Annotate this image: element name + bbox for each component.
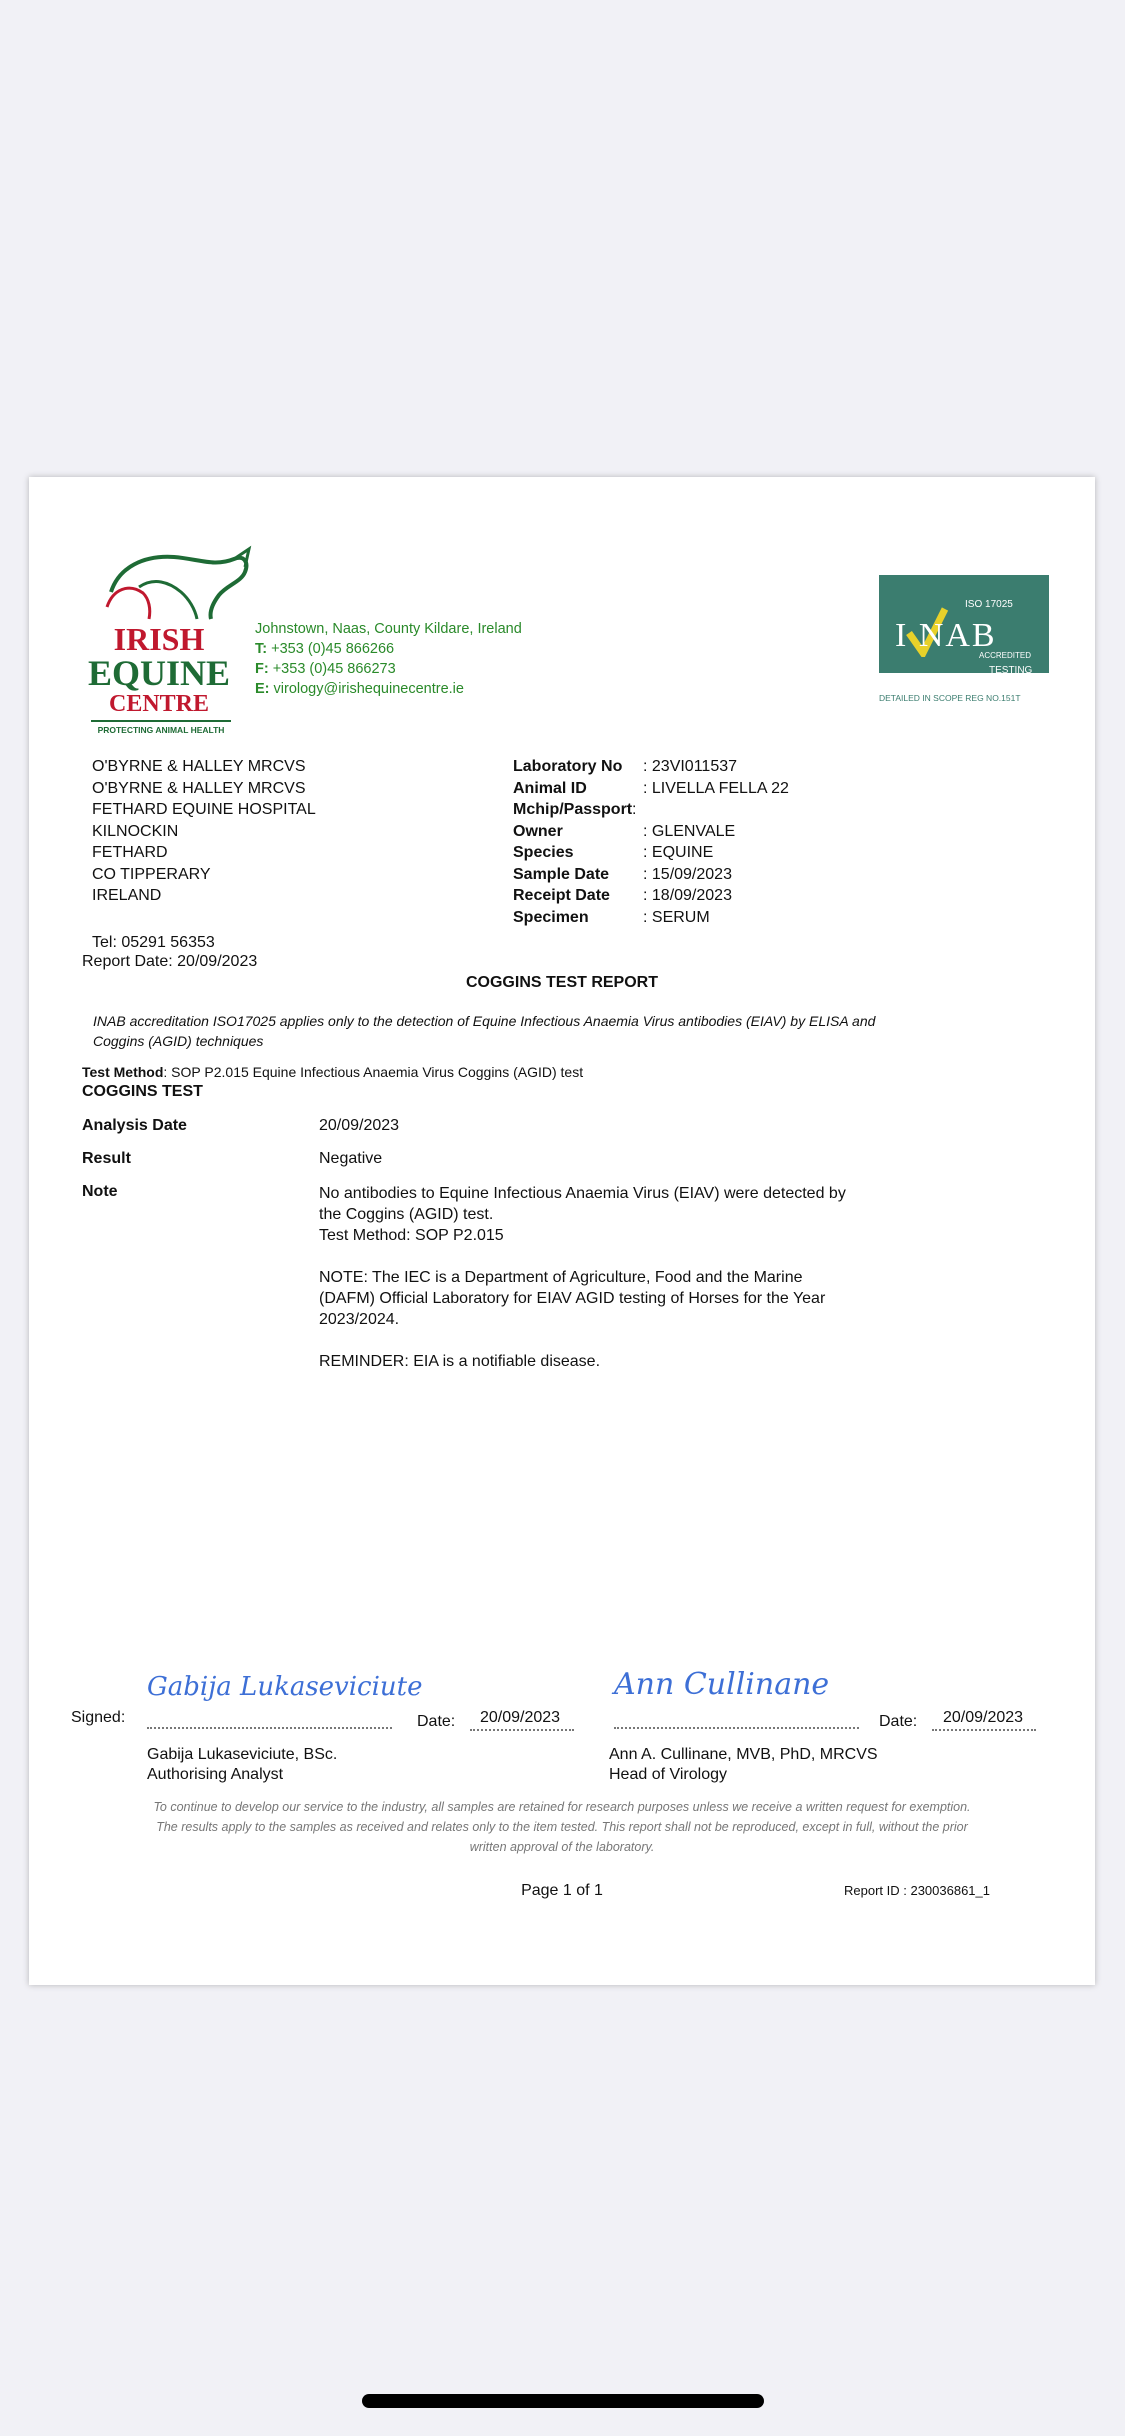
logo-tagline: PROTECTING ANIMAL HEALTH [97,725,225,735]
report-page [29,477,1095,1985]
recipient-tel: Tel: 05291 56353 [92,934,215,951]
sample-row: Receipt Date : 18/09/2023 [513,887,732,904]
result-label: Result [82,1150,131,1167]
inab-iso: ISO 17025 [965,599,1013,610]
note-label: Note [82,1183,118,1200]
sample-row: Species : EQUINE [513,844,714,861]
signature-2: Ann Cullinane [614,1667,830,1702]
address-line: O'BYRNE & HALLEY MRCVS [92,758,306,775]
footer-note: To continue to develop our service to the industry, all samples are retained for research purposes unless we receive a written request for exemption. The results apply to the samples as received and relates only to the item tested. This report shall not be reproduced, except in full, without the prior written approval of the laboratory. [153,1800,971,1854]
inab-badge [879,575,1049,703]
sig2-date: 20/09/2023 [943,1709,1024,1726]
logo-irish: IRISH [113,621,205,657]
sig1-date: 20/09/2023 [480,1709,561,1726]
report-date: Report Date: 20/09/2023 [82,953,258,970]
address-line: KILNOCKIN [92,822,179,840]
sample-row: Animal ID : LIVELLA FELLA 22 [513,779,789,797]
logo-divider [91,720,231,722]
signature-2-line [614,1727,859,1729]
inab-accredited: ACCREDITED [979,651,1032,660]
signature-1: Gabija Lukaseviciute [147,1672,423,1702]
sample-row: Owner : GLENVALE [513,822,736,840]
address-line: FETHARD EQUINE HOSPITAL [92,801,316,818]
inab-scope: DETAILED IN SCOPE REG NO.151T [879,693,1021,703]
email-line: E: virology@irishequinecentre.ie [255,681,464,697]
result-value: Negative [319,1150,383,1167]
inab-name: I NAB [895,617,997,654]
logo-equine: EQUINE [87,653,231,693]
fax-line: F: +353 (0)45 866273 [255,661,396,677]
home-indicator[interactable] [362,2394,764,2408]
signature-1-line [147,1727,392,1729]
address-line: O'BYRNE & HALLEY MRCVS [92,779,306,797]
sample-info [513,758,933,930]
signatory-1: Gabija Lukaseviciute, BSc. Authorising Analyst [147,1746,338,1783]
signed-label: Signed: [71,1709,126,1726]
analysis-date-label: Analysis Date [82,1117,187,1134]
sample-row: Sample Date : 15/09/2023 [513,865,732,883]
report-id: Report ID : 230036861_1 [844,1883,990,1898]
horse-logo-icon [99,537,269,622]
note-text: No antibodies to Equine Infectious Anaemia Virus (EIAV) were detected by the Coggins (AGID) test. Test Method: SOP P2.015 NOTE: The IEC is a Department of Agriculture, Food and the Marine (DAFM) Official Laboratory for EIAV AGID testing of Horses for the Year 2023/2024. REMINDER: EIA is a notifiable disease. [319,1185,846,1370]
signatory-2: Ann A. Cullinane, MVB, PhD, MRCVS Head of Virology [609,1746,878,1783]
sample-row: Mchip/Passport : [513,801,637,818]
address-line: FETHARD [92,844,168,861]
address-line: CO TIPPERARY [92,865,211,883]
page-number: Page 1 of 1 [521,1882,603,1899]
section-title: COGGINS TEST [82,1083,203,1100]
sig1-date-line [470,1729,574,1731]
recipient-address [92,756,316,907]
address-line: IRELAND [92,887,162,904]
logo-centre: CENTRE [108,691,210,717]
report-title: COGGINS TEST REPORT [465,974,658,991]
inab-testing: TESTING [989,665,1033,676]
sig2-date-line [932,1729,1036,1731]
contact-block [255,619,522,699]
address: Johnstown, Naas, County Kildare, Ireland [255,621,522,637]
analysis-date-value: 20/09/2023 [319,1117,400,1134]
sig2-date-label: Date: [879,1713,918,1730]
sample-row: Laboratory No : 23VI011537 [513,758,738,775]
telephone-line: T: +353 (0)45 866266 [255,641,395,657]
test-method: Test Method: SOP P2.015 Equine Infectious Anaemia Virus Coggins (AGID) test [82,1064,584,1080]
sample-row: Specimen : SERUM [513,908,710,926]
accreditation-note: INAB accreditation ISO17025 applies only to the detection of Equine Infectious Anaemia Virus antibodies (EIAV) by ELISA and Coggins (AGID) techniques [93,1013,876,1049]
sig1-date-label: Date: [417,1713,456,1730]
